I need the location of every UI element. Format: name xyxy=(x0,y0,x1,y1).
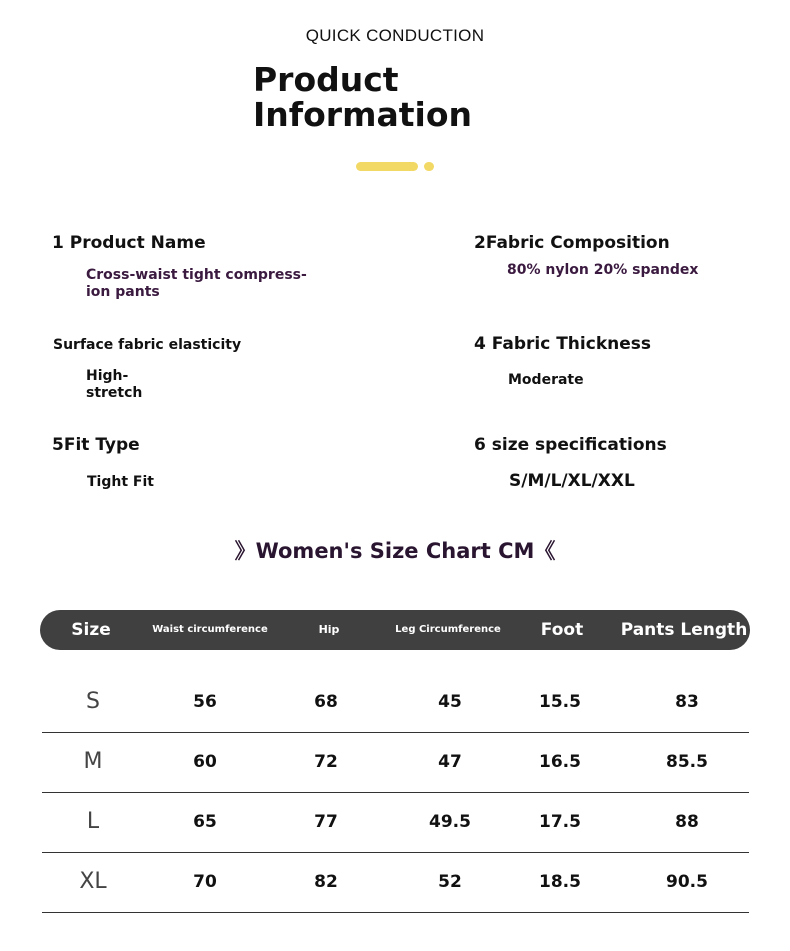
header-size: Size xyxy=(71,620,111,640)
measurement-cell: 47 xyxy=(438,752,462,772)
measurement-cell: 49.5 xyxy=(429,812,471,832)
table-row-m xyxy=(42,732,749,793)
product-name-line-2: ion pants xyxy=(86,284,160,300)
title-line-1: Product xyxy=(253,60,399,99)
product-name-line-1: Cross-waist tight compress- xyxy=(86,267,307,283)
elasticity-label: Surface fabric elasticity xyxy=(53,337,242,353)
fabric-composition-label: 2Fabric Composition xyxy=(474,233,670,253)
measurement-cell: 17.5 xyxy=(539,812,581,832)
measurement-cell: 68 xyxy=(314,692,338,712)
product-name-label: 1 Product Name xyxy=(52,233,206,253)
size-specifications-label: 6 size specifications xyxy=(474,435,667,455)
measurement-cell: 60 xyxy=(193,752,217,772)
measurement-cell: 16.5 xyxy=(539,752,581,772)
fabric-thickness-label: 4 Fabric Thickness xyxy=(474,334,651,354)
header-foot: Foot xyxy=(540,620,584,640)
measurement-cell: 52 xyxy=(438,872,462,892)
page-title xyxy=(253,62,472,132)
measurement-cell: 77 xyxy=(314,812,338,832)
size-cell: M xyxy=(83,749,103,774)
measurement-cell: 45 xyxy=(438,692,462,712)
eyebrow-text: QUICK CONDUCTION xyxy=(305,26,485,45)
measurement-cell: 18.5 xyxy=(539,872,581,892)
elasticity-value xyxy=(86,368,142,402)
table-row-s xyxy=(42,672,749,733)
header-waist: Waist circumference xyxy=(152,624,268,635)
size-cell: S xyxy=(86,689,100,714)
measurement-cell: 72 xyxy=(314,752,338,772)
measurement-cell: 88 xyxy=(675,812,699,832)
measurement-cell: 65 xyxy=(193,812,217,832)
size-chart-title: 》Women's Size Chart CM《 xyxy=(234,539,556,563)
fit-type-label: 5Fit Type xyxy=(52,435,140,455)
accent-bar xyxy=(356,162,418,171)
measurement-cell: 90.5 xyxy=(666,872,708,892)
header-leg: Leg Circumference xyxy=(395,624,501,635)
elasticity-line-2: stretch xyxy=(86,385,143,401)
table-row-xl xyxy=(42,852,749,913)
title-line-2: Information xyxy=(253,95,472,134)
measurement-cell: 83 xyxy=(675,692,699,712)
elasticity-line-1: High- xyxy=(86,368,129,384)
accent-dot xyxy=(424,162,434,171)
size-cell: L xyxy=(86,809,100,834)
measurement-cell: 56 xyxy=(193,692,217,712)
header-pants-length: Pants Length xyxy=(620,620,748,640)
size-cell: XL xyxy=(79,869,107,894)
product-name-value xyxy=(86,267,307,301)
measurement-cell: 15.5 xyxy=(539,692,581,712)
measurement-cell: 85.5 xyxy=(666,752,708,772)
fabric-composition-value: 80% nylon 20% spandex xyxy=(507,262,699,278)
table-row-l xyxy=(42,792,749,853)
measurement-cell: 82 xyxy=(314,872,338,892)
size-chart-header xyxy=(40,610,750,676)
fit-type-value: Tight Fit xyxy=(87,474,154,490)
fabric-thickness-value: Moderate xyxy=(508,372,584,388)
measurement-cell: 70 xyxy=(193,872,217,892)
header-hip: Hip Circumference xyxy=(283,623,375,676)
size-specifications-value: S/M/L/XL/XXL xyxy=(509,471,635,491)
